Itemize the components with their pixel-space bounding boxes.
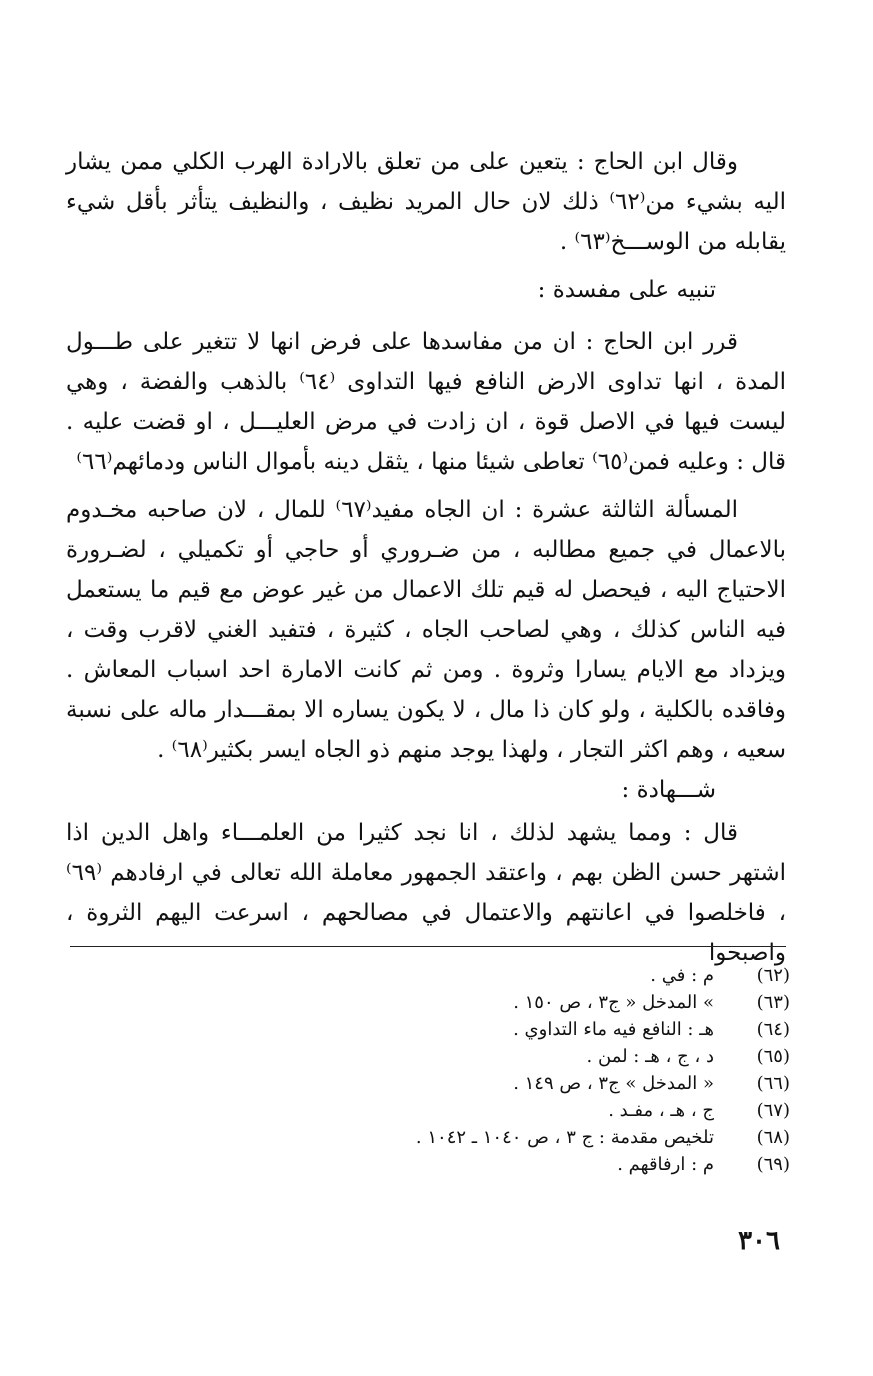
footnote	[150, 1097, 790, 1124]
footnote-text: د ، ج ، هـ : لمن .	[586, 1046, 714, 1067]
footnote	[150, 1070, 790, 1097]
footnote-text: تلخيص مقدمة : ج ٣ ، ص ١٠٤٠ ـ ١٠٤٢ .	[415, 1127, 714, 1148]
page-number: ٣٠٦	[738, 1226, 780, 1256]
footnote	[150, 1043, 790, 1070]
footnote-divider	[70, 946, 786, 947]
footnote-number: (٦٩)	[756, 1154, 790, 1175]
paragraph-text: قال : ومما يشهد لذلك ، انا نجد كثيرا من العلمـــاء واهل الدين اذا اشتهر حسن الظن بهم ، واعتقد الجمهور معاملة الله تعالى في ارفادهم ⁽٦٩⁾ ، فاخلصوا في اعانتهم والاعتمال في مصالحهم ، اسرعت اليهم الثروة ، واصبحوا	[66, 820, 786, 966]
footnote	[150, 1124, 790, 1151]
footnote-text: » المدخل « ج٣ ، ص ١٥٠ .	[513, 992, 714, 1013]
footnote-number: (٦٥)	[756, 1046, 790, 1067]
footnote-number: (٦٨)	[756, 1127, 790, 1148]
footnote-number: (٦٤)	[756, 1019, 790, 1040]
paragraph-issue-13	[66, 490, 786, 770]
paragraph-text: وقال ابن الحاج : يتعين على من تعلق بالارادة الهرب الكلي ممن يشار اليه بشيء من⁽٦٢⁾ ذلك لان حال المريد نظيف ، والنظيف يتأثر بأقل شيء يقابله من الوســـخ⁽٦٣⁾ .	[66, 149, 786, 255]
paragraph-text: المسألة الثالثة عشرة : ان الجاه مفيد⁽٦٧⁾ للمال ، لان صاحبه مخـدوم بالاعمال في جميع مطالبه ، من ضـروري أو حاجي أو تكميلي ، لضـرورة الاحتياج اليه ، فيحصل له قيم تلك الاعمال من غير عوض مع قيم ما يستعمل فيه الناس كذلك ، وهي لصاحب الجاه ، كثيرة ، فتفيد الغني لاقرب وقت ، ويزداد مع الايام يسارا وثروة . ومن ثم كانت الامارة احد اسباب المعاش . وفاقده بالكلية ، ولو كان ذا مال ، لا يكون يساره الا بمقـــدار ماله على نسبة سعيه ، وهم اكثر التجار ، ولهذا يوجد منهم ذو الجاه ايسر بكثير⁽٦٨⁾ .	[66, 497, 786, 763]
footnote-text: م : ارفاقهم .	[617, 1154, 714, 1175]
paragraph-ibn-alhajj	[66, 142, 786, 262]
paragraph-text: قرر ابن الحاج : ان من مفاسدها على فرض انها لا تتغير على طـــول المدة ، انها تداوى الارض النافع فيها التداوى ⁽٦٤⁾ بالذهب والفضة ، وهي ليست فيها في الاصل قوة ، ان زادت في مرض العليـــل ، او قضت عليه . قال : وعليه فمن⁽٦٥⁾ تعاطى شيئا منها ، يثقل دينه بأموال الناس ودمائهم⁽٦٦⁾	[66, 329, 786, 475]
footnote-text: ج ، هـ ، مفـد .	[608, 1100, 714, 1121]
paragraph-mafsada	[66, 322, 786, 482]
footnote	[150, 989, 790, 1016]
footnote	[150, 1151, 790, 1178]
footnote-number: (٦٣)	[756, 992, 790, 1013]
heading-testimony: شـــهادة :	[621, 777, 716, 803]
footnote	[150, 1016, 790, 1043]
footnote-text: « المدخل » ج٣ ، ص ١٤٩ .	[513, 1073, 714, 1094]
footnote-text: م : في .	[650, 965, 714, 986]
footnote-number: (٦٦)	[756, 1073, 790, 1094]
footnotes	[150, 962, 790, 1178]
footnote-number: (٦٧)	[756, 1100, 790, 1121]
footnote-text: هـ : النافع فيه ماء التداوي .	[513, 1019, 714, 1040]
heading-warning: تنبيه على مفسدة :	[537, 277, 716, 303]
footnote-number: (٦٢)	[756, 965, 790, 986]
paragraph-testimony	[66, 813, 786, 973]
footnote	[150, 962, 790, 989]
